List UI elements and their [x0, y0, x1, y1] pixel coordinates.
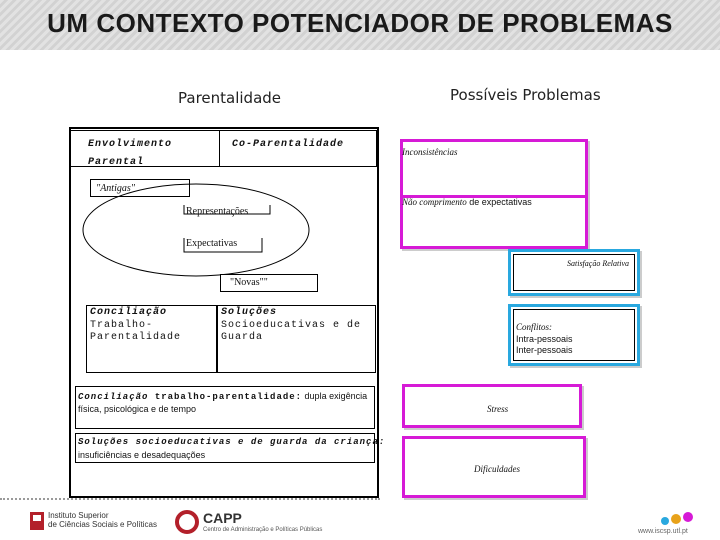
inconsistencias-label: Inconsistências	[402, 147, 458, 157]
nao-comprimento-label: Não comprimento	[402, 197, 467, 207]
expectativas-label: Expectativas	[186, 238, 238, 249]
inter-pessoais-label: Inter-pessoais	[516, 345, 573, 355]
capp-logo-icon	[177, 512, 197, 532]
footer-url: www.iscsp.utl.pt	[638, 528, 688, 535]
novas-label: "Novas""	[230, 277, 268, 288]
conciliacao-note-title-rest: trabalho-parentalidade:	[148, 392, 303, 402]
dificuldades-label: Dificuldades	[474, 464, 520, 474]
heading-parentalidade: Parentalidade	[178, 89, 282, 107]
conflitos-label: Conflitos:	[516, 322, 553, 332]
solucoes-line1: Socioeducativas e de	[221, 320, 362, 331]
slide-title: UM CONTEXTO POTENCIADOR DE PROBLEMAS	[47, 8, 673, 38]
solucoes-title: Soluções	[221, 307, 278, 318]
capp-name: CAPP	[203, 510, 242, 526]
dot-blue-icon	[661, 517, 669, 525]
parental-label: Parental	[88, 157, 145, 168]
iscsp-name-line1: Instituto Superior	[48, 511, 109, 520]
dot-magenta-icon	[683, 512, 693, 522]
conciliacao-line1: Trabalho-	[90, 320, 154, 331]
satisfacao-label: Satisfação Relativa	[567, 259, 629, 268]
stress-label: Stress	[487, 404, 509, 414]
heading-possiveis-problemas: Possíveis Problemas	[450, 86, 601, 104]
solucoes-line2: Guarda	[221, 332, 264, 343]
conciliacao-note-body: dupla exigência física, psicológica e de tempo	[78, 391, 368, 414]
iscsp-name-line2: de Ciências Sociais e Políticas	[48, 520, 157, 529]
dot-orange-icon	[671, 514, 681, 524]
intra-pessoais-label: Intra-pessoais	[516, 334, 573, 344]
antigas-label: "Antigas"	[96, 183, 135, 194]
conciliacao-title: Conciliação	[90, 307, 168, 318]
solucoes-note-title: Soluções socioeducativas e de guarda da criança:	[78, 437, 386, 447]
envolvimento-label: Envolvimento	[88, 139, 173, 150]
co-parentalidade-label: Co-Parentalidade	[232, 139, 345, 150]
iscsp-logo-detail	[33, 515, 41, 521]
de-expectativas-label: de expectativas	[466, 197, 532, 207]
representacoes-label: Representações	[186, 206, 249, 217]
capp-subtitle: Centro de Administração e Políticas Públicas	[203, 527, 323, 533]
conciliacao-line2: Parentalidade	[90, 332, 182, 343]
solucoes-note-body: insuficiências e desadequações	[78, 450, 206, 460]
conciliacao-note-title: Conciliação	[78, 392, 149, 402]
